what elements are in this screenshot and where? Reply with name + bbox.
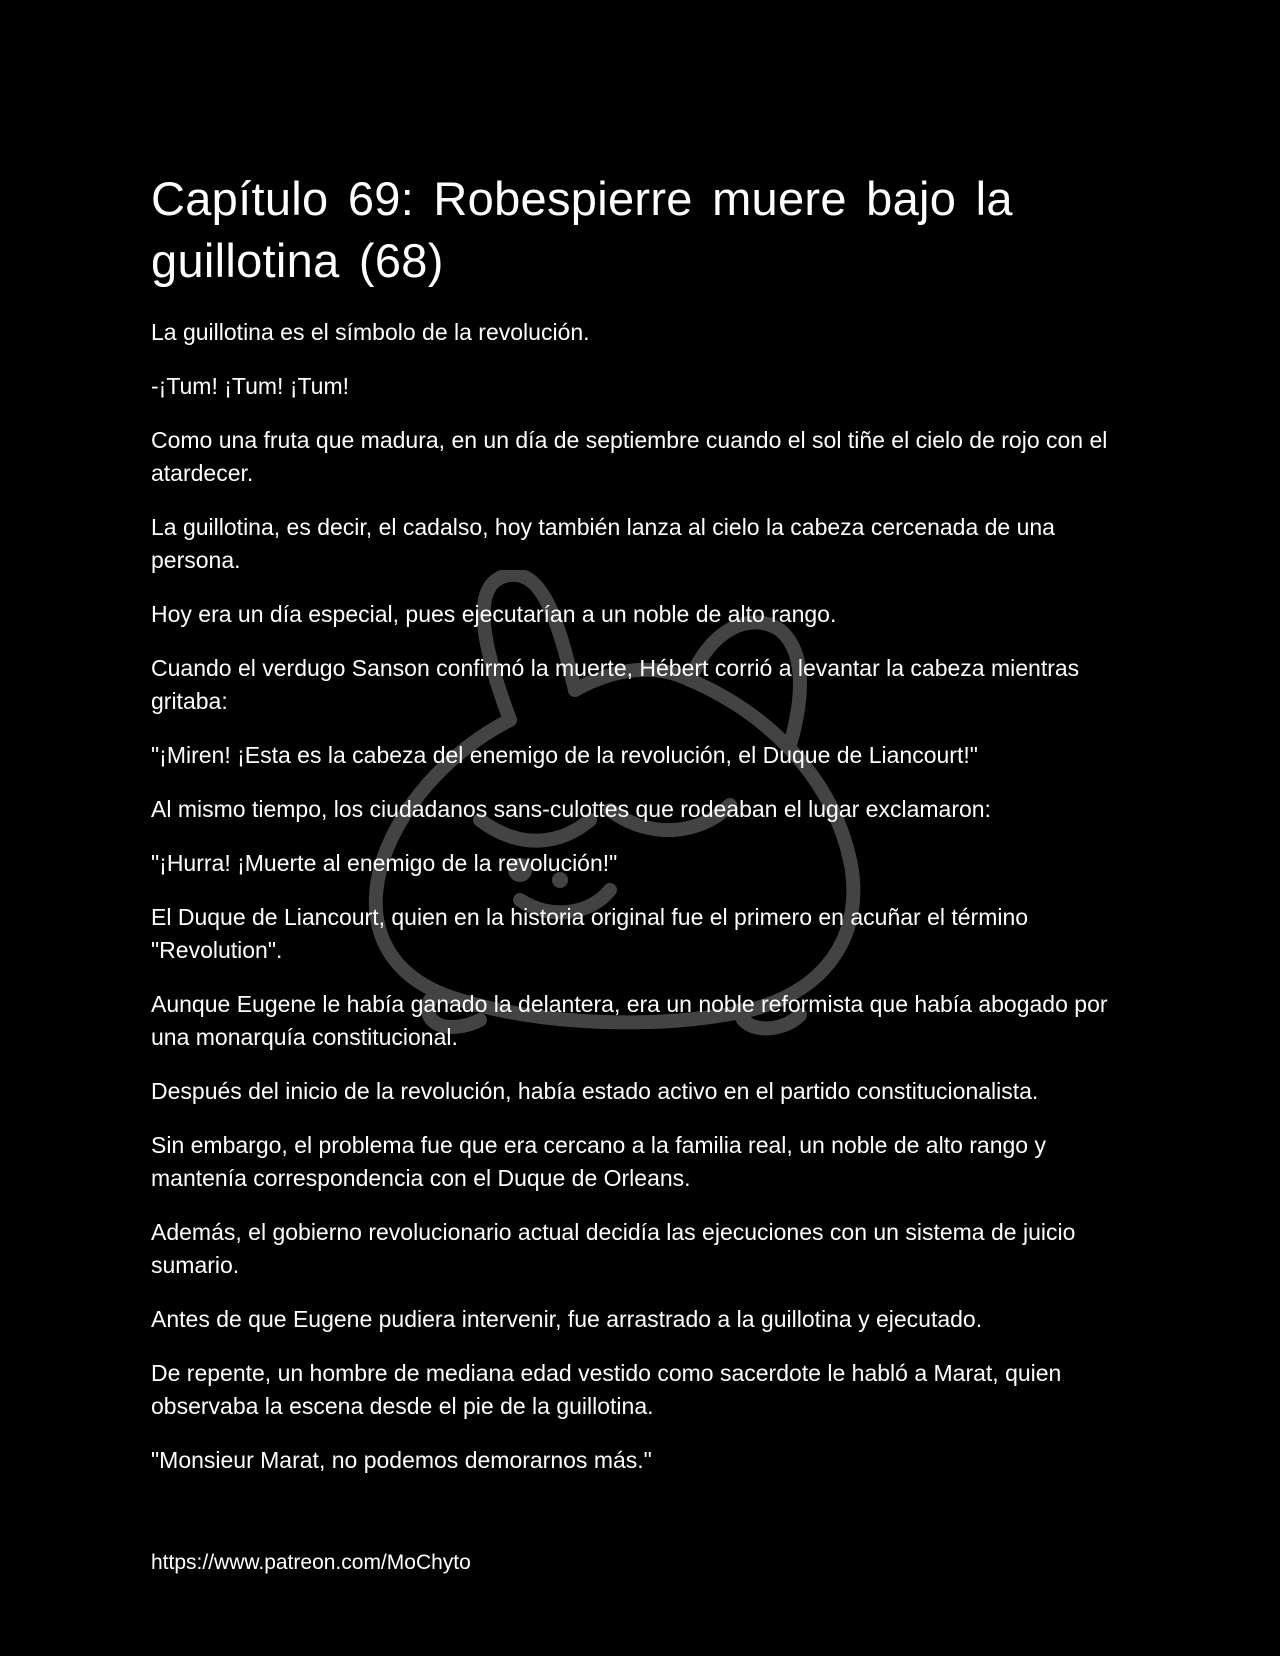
paragraph: Cuando el verdugo Sanson confirmó la muerte, Hébert corrió a levantar la cabeza mientras gritaba:	[151, 655, 1080, 714]
paragraph: Después del inicio de la revolución, había estado activo en el partido constitucionalista.	[151, 1078, 1039, 1104]
paragraph: -¡Tum! ¡Tum! ¡Tum!	[151, 373, 350, 399]
paragraph: Hoy era un día especial, pues ejecutarían a un noble de alto rango.	[151, 601, 837, 627]
paragraph: De repente, un hombre de mediana edad vestido como sacerdote le habló a Marat, quien observaba la escena desde el pie de la guillotina.	[151, 1360, 1062, 1419]
chapter-title: Capítulo 69: Robespierre muere bajo la guillotina (68)	[151, 172, 1013, 287]
paragraph: Al mismo tiempo, los ciudadanos sans-culottes que rodeaban el lugar exclamaron:	[151, 796, 991, 822]
paragraph: Como una fruta que madura, en un día de septiembre cuando el sol tiñe el cielo de rojo con el atardecer.	[151, 427, 1108, 486]
paragraph: El Duque de Liancourt, quien en la historia original fue el primero en acuñar el término "Revolution".	[151, 904, 1029, 963]
paragraph: Además, el gobierno revolucionario actual decidía las ejecuciones con un sistema de juicio sumario.	[151, 1219, 1076, 1278]
paragraph: Aunque Eugene le había ganado la delantera, era un noble reformista que había abogado por una monarquía constitucional.	[151, 991, 1108, 1050]
chapter-content	[151, 168, 1141, 1498]
patreon-link[interactable]: https://www.patreon.com/MoChyto	[151, 1551, 471, 1574]
paragraph: Antes de que Eugene pudiera intervenir, fue arrastrado a la guillotina y ejecutado.	[151, 1306, 983, 1332]
paragraph: "¡Hurra! ¡Muerte al enemigo de la revolución!"	[151, 850, 618, 876]
paragraph: "¡Miren! ¡Esta es la cabeza del enemigo de la revolución, el Duque de Liancourt!"	[151, 742, 978, 768]
paragraph: "Monsieur Marat, no podemos demorarnos más."	[151, 1447, 652, 1473]
paragraph: Sin embargo, el problema fue que era cercano a la familia real, un noble de alto rango y mantenía correspondencia con el Duque de Orleans.	[151, 1132, 1046, 1191]
paragraph: La guillotina es el símbolo de la revolución.	[151, 319, 590, 345]
paragraph: La guillotina, es decir, el cadalso, hoy también lanza al cielo la cabeza cercenada de una persona.	[151, 514, 1055, 573]
